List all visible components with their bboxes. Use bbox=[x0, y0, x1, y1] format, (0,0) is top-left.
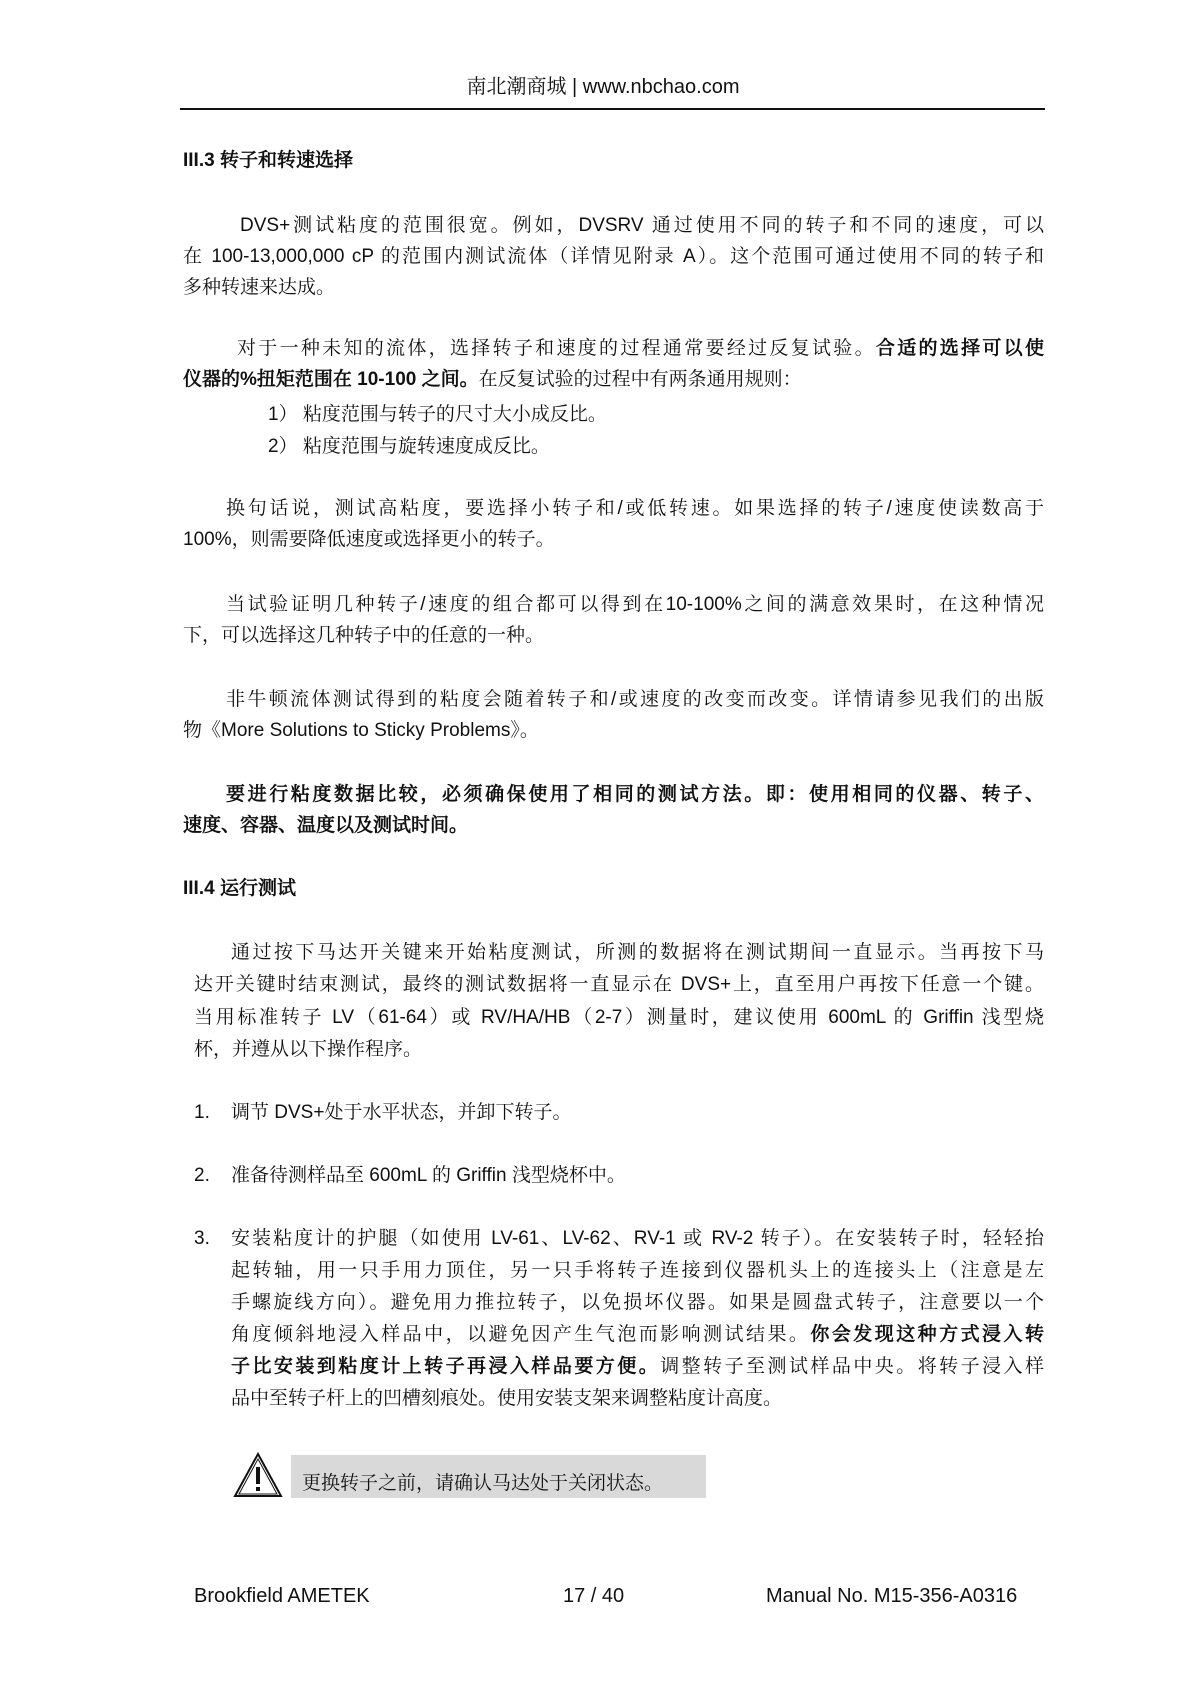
header-title: 南北潮商城 | www.nbchao.com bbox=[466, 76, 740, 98]
footer-manual-number: Manual No. M15-356-A0316 bbox=[766, 1585, 1018, 1607]
text-span: 杯，并遵从以下操作程序。 bbox=[194, 1039, 423, 1060]
text-span: 手螺旋线方向）。避免用力推拉转子，以免损坏仪器。如果是圆盘式转子，注意要以一个 bbox=[231, 1292, 1044, 1313]
text-span: 在 100-13,000,000 cP 的范围内测试流体（详情见附录 A）。这个范围可通过使用不同的转子和 bbox=[183, 246, 1044, 267]
text-span: 品中至转子杆上的凹槽刻痕处。使用安装支架来调整粘度计高度。 bbox=[231, 1388, 783, 1409]
footer-page-number: 17 / 40 bbox=[563, 1585, 625, 1607]
text-span: 当试验证明几种转子/速度的组合都可以得到在10-100%之间的满意效果时，在这种情况 bbox=[226, 594, 1044, 615]
section-heading bbox=[183, 876, 296, 902]
paragraph-line bbox=[183, 527, 555, 553]
list-item-text bbox=[231, 1163, 626, 1189]
text-span: 换句话说，测试高粘度，要选择小转子和/或低转速。如果选择的转子/速度使读数高于 bbox=[226, 498, 1044, 519]
text-span: 调整转子至测试样品中央。将转子浸入样 bbox=[660, 1356, 1044, 1377]
text-span: 多种转速来达成。 bbox=[183, 277, 336, 298]
bold-text: 仪器的%扭矩范围在 10-100 之间。 bbox=[183, 369, 479, 390]
list-number bbox=[194, 1163, 210, 1189]
text-span: 2） 粘度范围与旋转速度成反比。 bbox=[268, 436, 550, 457]
list-item-text bbox=[231, 1100, 571, 1126]
list-item-text bbox=[231, 1226, 1044, 1252]
bold-text: 合适的选择可以使 bbox=[875, 338, 1044, 359]
text-span: 3. bbox=[194, 1228, 210, 1249]
bold-text: 你会发现这种方式浸入转 bbox=[810, 1324, 1044, 1345]
bold-text: 要进行粘度数据比较，必须确保使用了相同的测试方法。即：使用相同的仪器、转子、 bbox=[226, 784, 1044, 805]
text-span: 准备待测样品至 600mL 的 Griffin 浅型烧杯中。 bbox=[231, 1165, 626, 1186]
paragraph-line bbox=[226, 496, 1044, 522]
paragraph-line bbox=[183, 623, 544, 649]
footer-company: Brookfield AMETEK bbox=[194, 1585, 370, 1607]
text-span: 1. bbox=[194, 1102, 210, 1123]
list-item-text bbox=[231, 1386, 782, 1412]
text-span: 通过按下马达开关键来开始粘度测试，所测的数据将在测试期间一直显示。当再按下马 bbox=[231, 942, 1044, 963]
text-span: 2. bbox=[194, 1165, 210, 1186]
list-item-text bbox=[231, 1322, 1044, 1348]
bold-text: III.4 运行测试 bbox=[183, 878, 296, 899]
list-item-text bbox=[231, 1354, 1044, 1380]
list-item-text bbox=[231, 1258, 1044, 1284]
rule-item bbox=[268, 434, 550, 460]
text-span: 100%，则需要降低速度或选择更小的转子。 bbox=[183, 529, 555, 550]
paragraph-line bbox=[231, 940, 1044, 966]
list-number bbox=[194, 1100, 210, 1126]
header-divider bbox=[180, 108, 1045, 110]
warning-text: 更换转子之前，请确认马达处于关闭状态。 bbox=[302, 1473, 664, 1494]
text-span: 调节 DVS+处于水平状态，并卸下转子。 bbox=[231, 1102, 572, 1123]
section-heading bbox=[183, 148, 353, 174]
paragraph-line bbox=[226, 592, 1044, 618]
paragraph-line bbox=[183, 813, 468, 839]
paragraph-line bbox=[194, 1005, 1044, 1031]
rule-item bbox=[268, 402, 607, 428]
text-span: DVS+测试粘度的范围很宽。例如，DVSRV 通过使用不同的转子和不同的速度，可以 bbox=[240, 215, 1044, 236]
text-span: 对于一种未知的流体，选择转子和速度的过程通常要经过反复试验。 bbox=[237, 338, 876, 359]
text-span: 非牛顿流体测试得到的粘度会随着转子和/或速度的改变而改变。详情请参见我们的出版 bbox=[226, 689, 1044, 710]
text-span: 起转轴，用一只手用力顶住，另一只手将转子连接到仪器机头上的连接头上（注意是左 bbox=[231, 1260, 1044, 1281]
text-span: 安装粘度计的护腿（如使用 LV-61、LV-62、RV-1 或 RV-2 转子）。在安装转子时，轻轻抬 bbox=[231, 1228, 1044, 1249]
text-span: 1） 粘度范围与转子的尺寸大小成反比。 bbox=[268, 404, 607, 425]
list-item-text bbox=[231, 1290, 1044, 1316]
list-number bbox=[194, 1226, 210, 1252]
warning-triangle-icon bbox=[233, 1452, 283, 1498]
paragraph-line bbox=[183, 275, 335, 301]
paragraph-line bbox=[183, 367, 802, 393]
text-span: 物《More Solutions to Sticky Problems》。 bbox=[183, 720, 539, 741]
paragraph-line bbox=[226, 782, 1044, 808]
text-span: 角度倾斜地浸入样品中，以避免因产生气泡而影响测试结果。 bbox=[231, 1324, 811, 1345]
paragraph-line bbox=[183, 244, 1044, 270]
bold-text: III.3 转子和转速选择 bbox=[183, 150, 353, 171]
paragraph-line bbox=[237, 336, 1044, 362]
text-span: 在反复试验的过程中有两条通用规则： bbox=[478, 369, 802, 390]
bold-text: 速度、容器、温度以及测试时间。 bbox=[183, 815, 469, 836]
paragraph-line bbox=[240, 213, 1044, 239]
paragraph-line bbox=[226, 687, 1044, 713]
bold-text: 子比安装到粘度计上转子再浸入样品要方便。 bbox=[231, 1356, 661, 1377]
paragraph-line bbox=[183, 718, 539, 744]
paragraph-line bbox=[194, 1037, 422, 1063]
text-span: 下，可以选择这几种转子中的任意的一种。 bbox=[183, 625, 545, 646]
text-span: 达开关键时结束测试，最终的测试数据将一直显示在 DVS+上，直至用户再按下任意一个键。 bbox=[194, 974, 1044, 995]
paragraph-line bbox=[194, 972, 1044, 998]
text-span: 当用标准转子 LV（61-64）或 RV/HA/HB（2-7）测量时，建议使用 600mL 的 Griffin 浅型烧 bbox=[194, 1007, 1044, 1028]
